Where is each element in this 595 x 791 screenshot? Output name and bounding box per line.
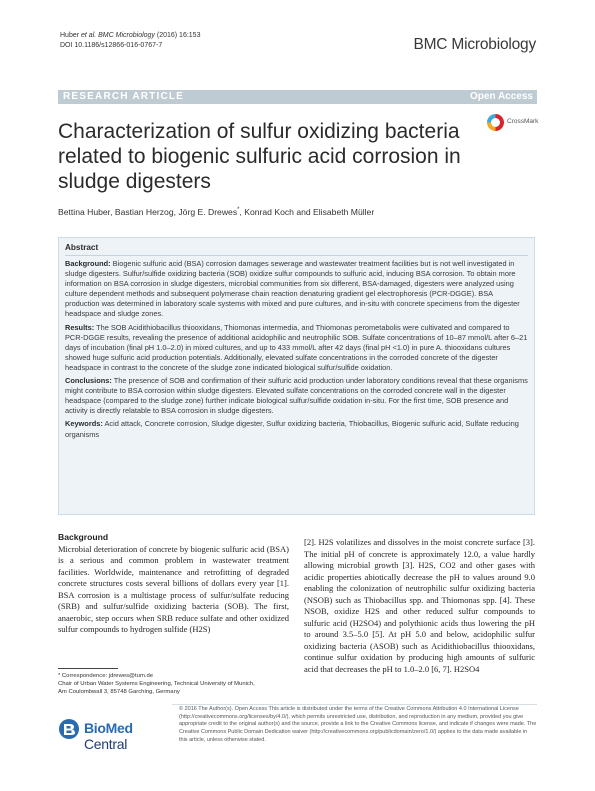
citation [60, 31, 200, 50]
abstract-background: Background: Biogenic sulfuric acid (BSA) corrosion damages sewerage and wastewater treatment facilities but is not well investigated in sludge digesters. Sulfur/sulfide oxidizing bacteria (SOB) oxidize sulfur compounds to sulfuric acid, inducing BSA corrosion. To obtain more information on BSA corrosion in sludge digesters, microbial communities from six different, BSA-damaged, digesters were analyzed using culture dependent methods and subsequent polymerase chain reaction denaturing gradient gel electrophoresis (PCR-DGGE). BSA production was determined in laboratory scale systems with mixed and pure cultures, and in-situ with concrete specimens from the digester headspace and sludge zones. [65, 259, 520, 319]
correspondence-email[interactable]: * Correspondence: jdrewes@tum.de [58, 673, 154, 679]
license-divider [172, 704, 537, 705]
doi[interactable]: DOI 10.1186/s12866-016-0767-7 [60, 41, 163, 49]
biomed-central-logo-icon [58, 718, 80, 740]
section-heading-background: Background [58, 532, 109, 542]
crossmark-button[interactable] [484, 114, 544, 144]
crossmark-label: CrossMark [507, 118, 539, 125]
body-column-left [58, 532, 289, 636]
journal-name: BMC Microbiology [413, 36, 536, 53]
citation-year: (2016) 16:153 [154, 32, 201, 39]
body-paragraph-right: [2]. H2S volatilizes and dissolves in the moist concrete surface [3]. The initial pH of concrete is approximately 12.0, a value hardly allowing microbial growth [3]. H2S, CO2 and other gases with acidic properties abiotically decrease the pH to values around 9.0 enabling the colonization of neutrophilic sulfur oxidizing bacteria (NSOB) such as Thiobacillus spp. and Thiomonas spp. [4]. These NSOB, oxidize H2S and other reduced sulfur compounds to sulfuric acid (H2SO4) and polythionic acids thus lowering the pH to around 3.5–5.0 [5]. At pH 5.0 and below, acidophilic sulfur oxidizing bacteria (ASOB) such as Acidithiobacillus thiooxidans, continue sulfur oxidation by producing high amounts of sulfuric acid that decreases the pH to 1.0–2.0 [6, 7]. H2SO4 [304, 537, 535, 674]
article-title: Characterization of sulfur oxidizing bacteria related to biogenic sulfuric acid corrosion in sludge digesters [58, 120, 461, 193]
abstract-divider [65, 255, 528, 256]
affiliation-line-2: Am Coulombwall 3, 85748 Garching, Germany [58, 689, 180, 695]
citation-authors: Huber [60, 32, 82, 39]
abstract-results: Results: The SOB Acidithiobacillus thiooxidans, Thiomonas intermedia, and Thiomonas perometabolis were cultivated and compared to PCR-DGGE results, revealing the presence of additional acidophilic and neutrophilic SOB. Sulfate concentrations of 10–87 mmol/L after 6–21 days of incubation (final pH 1.0–2.0) in mixed cultures, and up to 433 mmol/L after 42 days (final pH <1.0) in pure A. thiooxidans cultures showed huge sulfuric acid production potentials. Additionally, elevated sulfate concentrations in the corroded concrete of the digester headspace in contrast to the concrete of the sludge zone indicated biological sulfur/sulfide oxidation. [65, 322, 528, 372]
article-type-label: RESEARCH ARTICLE [63, 91, 185, 102]
footnote-divider [58, 668, 118, 669]
body-column-right [304, 537, 535, 675]
citation-journal: et al. BMC Microbiology [81, 32, 155, 39]
affiliation-line-1: Chair of Urban Water Systems Engineering, Technical University of Munich, [58, 681, 255, 687]
body-paragraph-left: Microbial deterioration of concrete by biogenic sulfuric acid (BSA) is a serious and common problem in wastewater treatment facilities. Worldwide, maintenance and retrofitting of degraded concrete structures costs several billions of dollars every year [1]. BSA corrosion is a multistage process of sulfur/sulfate reducing (SRB) and sulfur/sulfide oxidizing bacteria (SOB). The first, anaerobic, step occurs when SRB reduce sulfate and other oxidized sulfur compounds to hydrogen sulfide (H2S) [58, 543, 289, 634]
correspondence-marker[interactable]: * [237, 207, 240, 214]
license-text: © 2016 The Author(s). Open Access This article is distributed under the terms of the Creative Commons Attribution 4.0 International License (http://creativecommons.org/licenses/by/4.0/), which permits unrestricted use, distribution, and reproduction in any medium, provided you give appropriate credit to the original author(s) and the source, provide a link to the Creative Commons license, and indicate if changes were made. The Creative Commons Public Domain Dedication waiver (http://creativecommons.org/publicdomain/zero/1.0/) applies to the data made available in this article, unless otherwise stated. [179, 706, 537, 743]
abstract-box [58, 237, 535, 515]
abstract-keywords: Keywords: Acid attack, Concrete corrosion, Sludge digester, Sulfur oxidizing bacteria, Thiobacillus, Biogenic sulfuric acid, Sulfate reducing organisms [65, 419, 519, 439]
logo-wordmark: BioMed Central [84, 720, 133, 752]
abstract-heading: Abstract [65, 243, 99, 252]
author-list: Bettina Huber, Bastian Herzog, Jörg E. Drewes*, Konrad Koch and Elisabeth Müller [58, 207, 375, 217]
footnote [58, 672, 288, 696]
biomed-central-logo[interactable] [58, 716, 168, 752]
abstract-conclusions: Conclusions: The presence of SOB and confirmation of their sulfuric acid production under laboratory conditions reveal that these organisms might contribute to BSA corrosion within sludge digesters. Elevated sulfate concentrations on the corroded concrete wall in the digester headspace (compared to the sludge zone) further indicate biological sulfur/sulfide oxidation in-situ. For the first time, SOB presence and activity is directly relatable to BSA corrosion in sludge digesters. [65, 376, 528, 416]
article-type-banner [58, 90, 537, 104]
open-access-label: Open Access [470, 91, 533, 102]
